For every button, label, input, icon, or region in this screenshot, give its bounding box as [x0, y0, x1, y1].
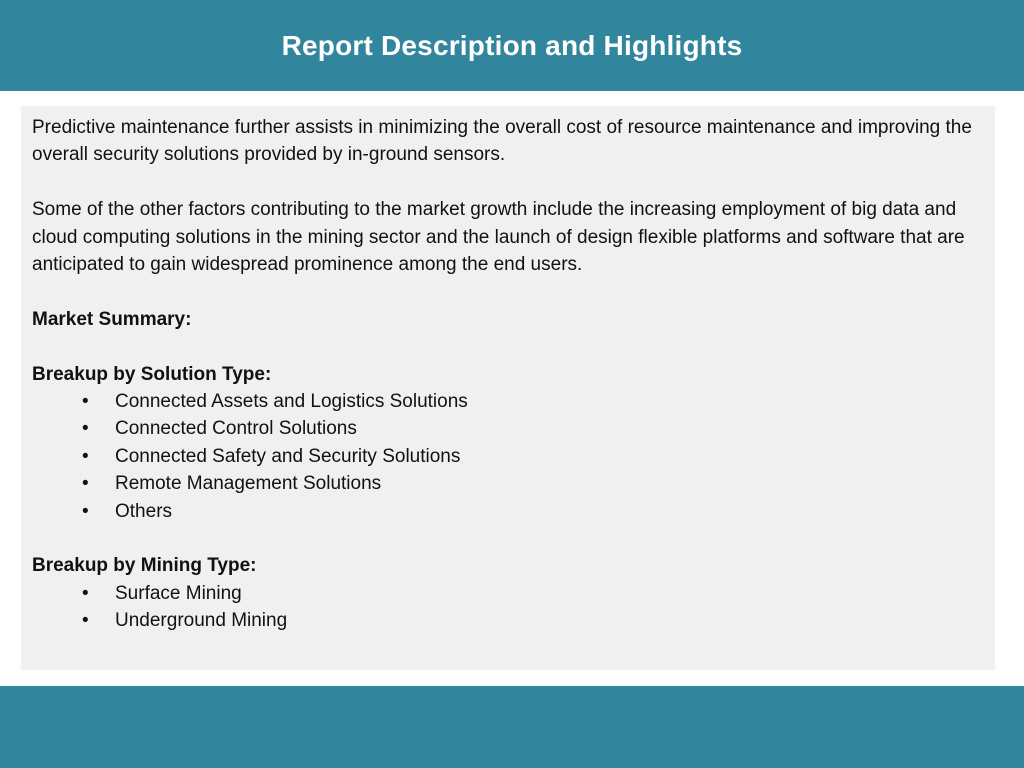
- list-item: [32, 580, 983, 607]
- list-item: [32, 443, 983, 470]
- bullet-icon: •: [82, 610, 89, 632]
- header-banner: [0, 0, 1024, 91]
- content-panel: [21, 106, 995, 670]
- list-item-label: Connected Assets and Logistics Solutions: [115, 391, 468, 413]
- bullet-icon: •: [82, 473, 89, 495]
- solution-type-list: [32, 388, 983, 525]
- bullet-icon: •: [82, 582, 89, 604]
- spacer: [32, 169, 983, 196]
- bullet-icon: •: [82, 418, 89, 440]
- list-item: [32, 498, 983, 525]
- list-item-label: Others: [115, 500, 173, 522]
- list-item: [32, 415, 983, 442]
- solution-type-heading: Breakup by Solution Type:: [32, 363, 272, 385]
- paragraph-predictive-maintenance: Predictive maintenance further assists in minimizing the overall cost of resource maintenance and improving the overall security solutions provided by in-ground sensors.: [32, 117, 972, 166]
- spacer: [32, 278, 983, 305]
- spacer: [32, 525, 983, 552]
- list-item: [32, 607, 983, 634]
- footer-banner: [0, 686, 1024, 768]
- mining-type-list: [32, 580, 983, 635]
- list-item-label: Connected Safety and Security Solutions: [115, 445, 461, 467]
- paragraph-growth-factors: Some of the other factors contributing to the market growth include the increasing employment of big data and cloud computing solutions in the mining sector and the launch of design flexible platforms and software that are anticipated to gain widespread prominence among the end users.: [32, 199, 965, 276]
- mining-type-heading: Breakup by Mining Type:: [32, 555, 257, 577]
- list-item-label: Underground Mining: [115, 610, 288, 632]
- spacer: [32, 333, 983, 360]
- bullet-icon: •: [82, 391, 89, 413]
- bullet-icon: •: [82, 500, 89, 522]
- list-item-label: Connected Control Solutions: [115, 418, 357, 440]
- market-summary-heading: Market Summary:: [32, 308, 192, 330]
- list-item: [32, 388, 983, 415]
- list-item-label: Remote Management Solutions: [115, 473, 382, 495]
- list-item: [32, 470, 983, 497]
- list-item-label: Surface Mining: [115, 582, 242, 604]
- page-title: Report Description and Highlights: [281, 29, 743, 61]
- bullet-icon: •: [82, 445, 89, 467]
